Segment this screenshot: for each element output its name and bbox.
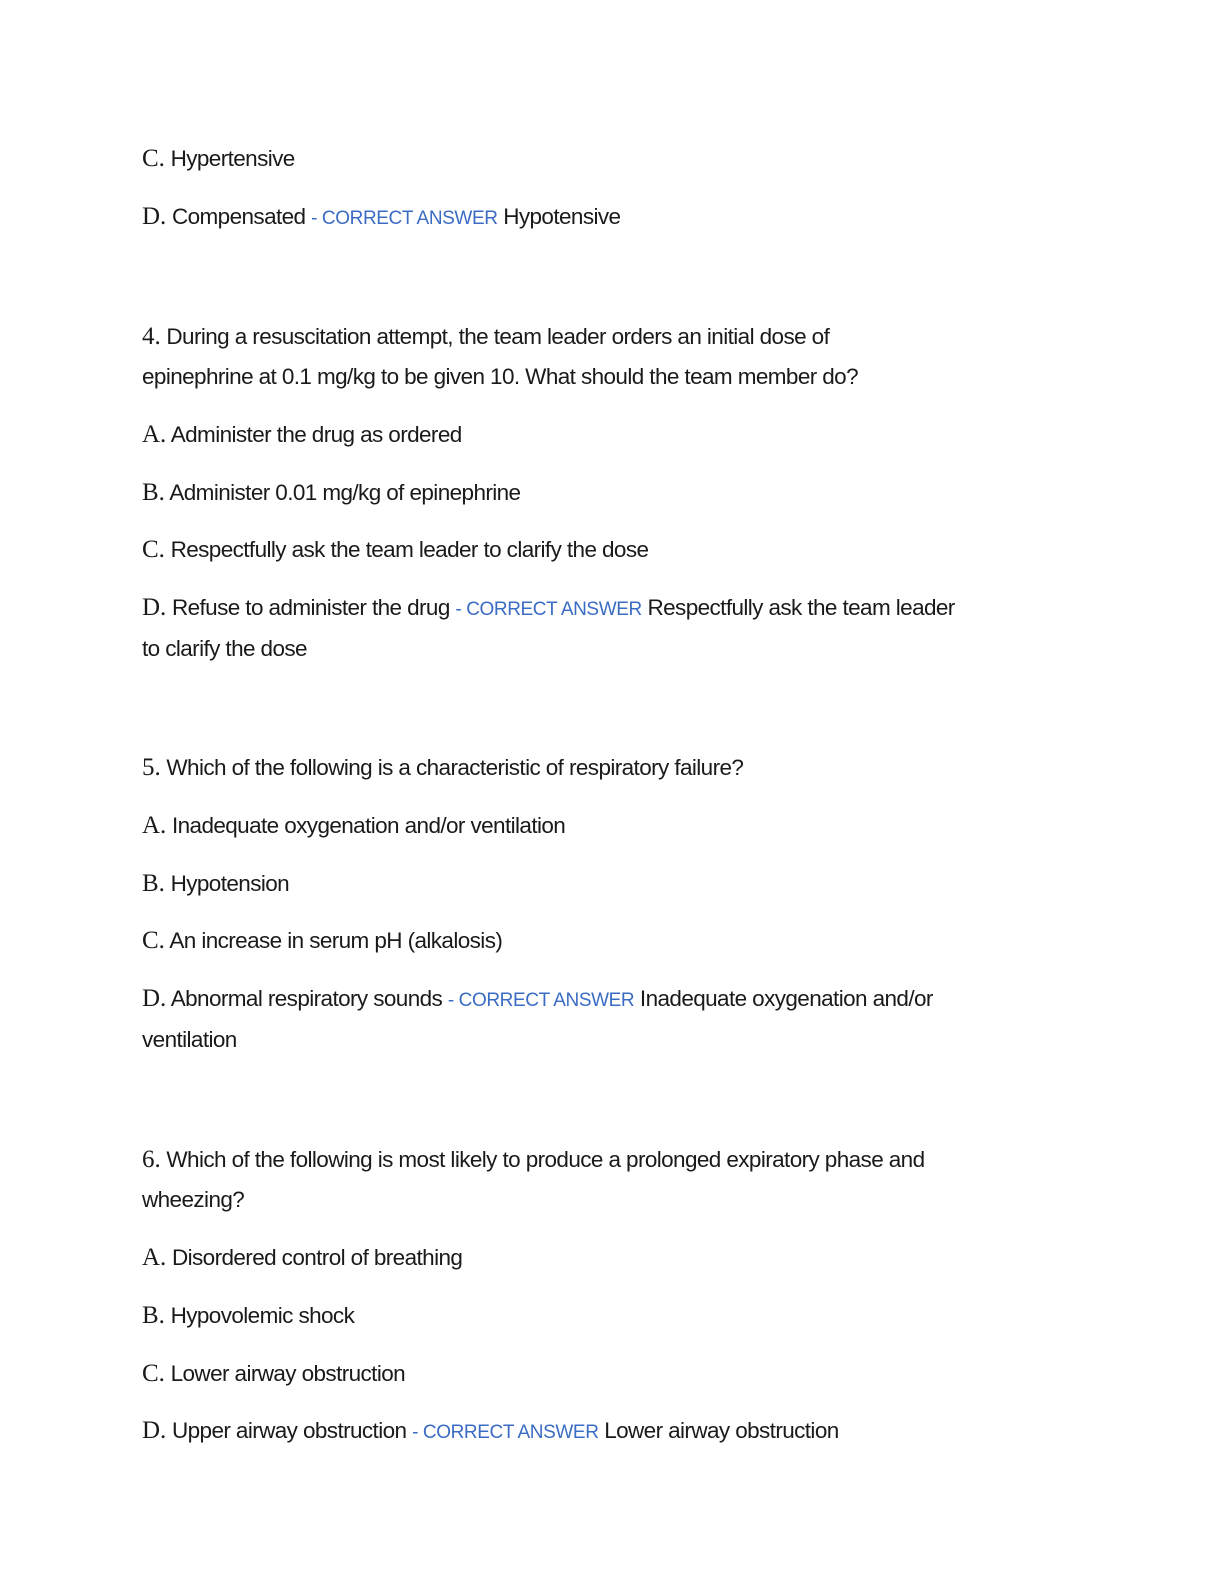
option-letter: B. [142, 479, 165, 506]
q4-question-continued [142, 362, 858, 392]
option-text: Hypotension [170, 871, 290, 896]
option-text: An increase in serum pH (alkalosis) [169, 928, 503, 953]
question-number: 6. [142, 1146, 161, 1173]
q5-question [142, 753, 743, 783]
question-text: Which of the following is a characteristic of respiratory failure? [166, 755, 744, 780]
correct-answer-label: - CORRECT ANSWER [455, 599, 642, 620]
option-letter: D. [142, 594, 167, 621]
q5-option-b [142, 869, 289, 899]
option-letter: A. [142, 1244, 167, 1271]
option-text: Hypertensive [170, 146, 295, 171]
answer-text: ventilation [142, 1027, 237, 1052]
q6-option-d [142, 1416, 839, 1448]
q4-answer-continued [142, 634, 307, 664]
option-text: Disordered control of breathing [171, 1245, 463, 1270]
option-letter: D. [142, 1417, 167, 1444]
option-letter: B. [142, 870, 165, 897]
option-letter: B. [142, 1302, 165, 1329]
q6-option-a [142, 1243, 462, 1273]
q4-option-d [142, 593, 955, 625]
question-text: wheezing? [142, 1187, 245, 1212]
q4-option-c [142, 535, 648, 565]
option-text: Compensated [171, 204, 306, 229]
option-letter: D. [142, 203, 167, 230]
q6-option-c [142, 1359, 405, 1389]
q3-option-c [142, 144, 295, 174]
correct-answer-label: - CORRECT ANSWER [447, 990, 635, 1011]
answer-text: Lower airway obstruction [604, 1418, 839, 1443]
q5-answer-continued [142, 1025, 237, 1055]
correct-answer-label: - CORRECT ANSWER [311, 208, 498, 229]
option-text: Inadequate oxygenation and/or ventilation [171, 813, 566, 838]
q5-option-d [142, 984, 933, 1016]
option-text: Administer 0.01 mg/kg of epinephrine [169, 480, 521, 505]
option-text: Refuse to administer the drug [171, 595, 450, 620]
q4-option-a [142, 420, 462, 450]
question-number: 4. [142, 323, 161, 350]
option-letter: A. [142, 421, 167, 448]
q3-option-d [142, 202, 620, 234]
option-text: Lower airway obstruction [170, 1361, 406, 1386]
option-letter: D. [142, 985, 167, 1012]
q6-question [142, 1145, 925, 1175]
option-text: Hypovolemic shock [170, 1303, 355, 1328]
q4-question [142, 322, 829, 352]
q4-option-b [142, 478, 520, 508]
question-text: Which of the following is most likely to produce a prolonged expiratory phase and [166, 1147, 925, 1172]
option-letter: C. [142, 927, 165, 954]
answer-text: Hypotensive [503, 204, 621, 229]
answer-text: Respectfully ask the team leader [647, 595, 955, 620]
question-number: 5. [142, 754, 161, 781]
option-text: Respectfully ask the team leader to clarify the dose [170, 537, 649, 562]
option-letter: C. [142, 145, 165, 172]
q6-question-continued [142, 1185, 244, 1215]
answer-text: Inadequate oxygenation and/or [639, 986, 933, 1011]
correct-answer-label: - CORRECT ANSWER [412, 1422, 599, 1443]
answer-text: to clarify the dose [142, 636, 307, 661]
option-letter: C. [142, 1360, 165, 1387]
option-text: Abnormal respiratory sounds [170, 986, 443, 1011]
option-letter: A. [142, 812, 167, 839]
q5-option-a [142, 811, 565, 841]
q6-option-b [142, 1301, 354, 1331]
question-text: epinephrine at 0.1 mg/kg to be given 10. What should the team member do? [142, 364, 859, 389]
question-text: During a resuscitation attempt, the team leader orders an initial dose of [166, 324, 830, 349]
q5-option-c [142, 926, 502, 956]
option-text: Upper airway obstruction [171, 1418, 407, 1443]
option-text: Administer the drug as ordered [170, 422, 462, 447]
option-letter: C. [142, 536, 165, 563]
